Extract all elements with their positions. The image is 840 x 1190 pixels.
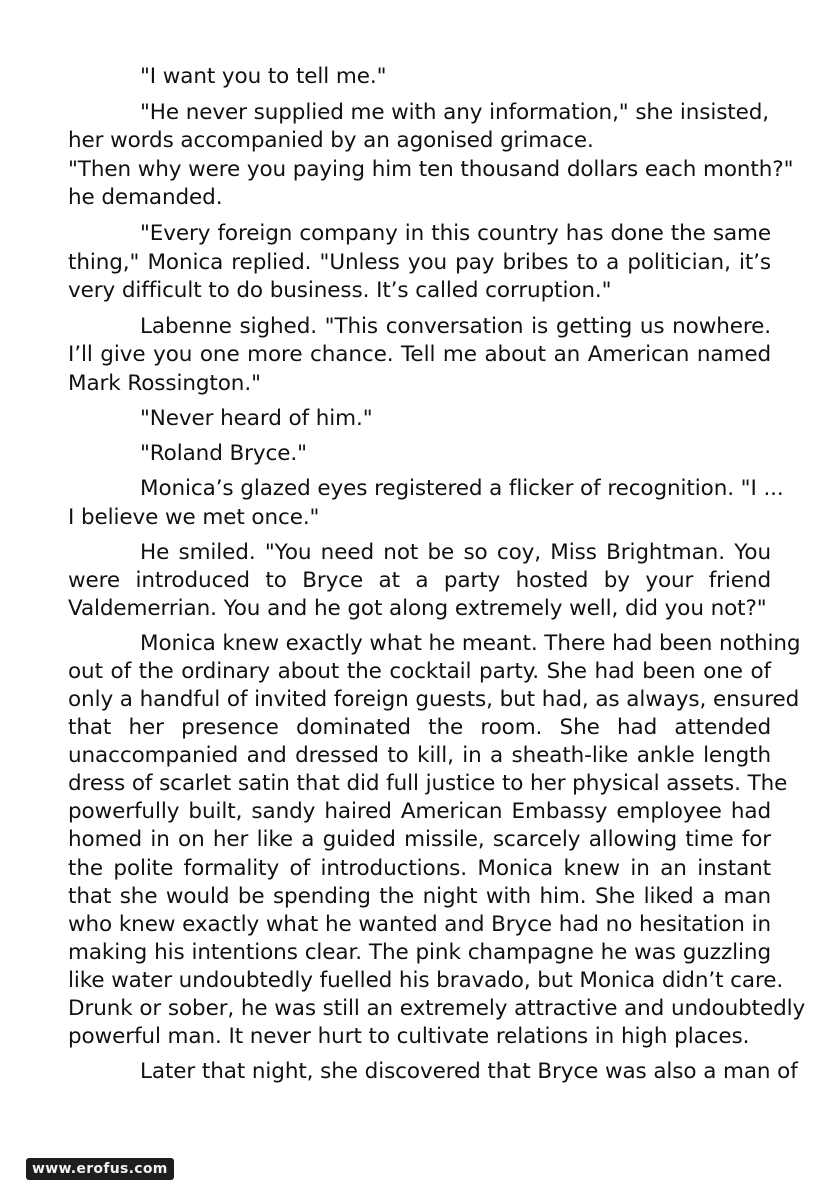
text-line: her words accompanied by an agonised grimace. (68, 128, 594, 153)
text-line: Labenne sighed. "This conversation is getting us nowhere. (140, 314, 771, 339)
text-line: dress of scarlet satin that did full justice to her physical assets. The (68, 771, 788, 796)
text-line: were introduced to Bryce at a party hosted by your friend (68, 568, 771, 593)
text-line: "Every foreign company in this country has done the same (140, 221, 771, 246)
text-line: Valdemerrian. You and he got along extremely well, did you not?" (68, 596, 767, 621)
text-line: powerfully built, sandy haired American Embassy employee had (68, 799, 771, 824)
text-line: only a handful of invited foreign guests, but had, as always, ensured (68, 687, 800, 712)
text-line: "Then why were you paying him ten thousand dollars each month?" (68, 157, 794, 182)
text-line: "He never supplied me with any information," she insisted, (140, 100, 770, 125)
text-line: that she would be spending the night with him. She liked a man (68, 884, 771, 909)
text-line: he demanded. (68, 185, 223, 210)
text-line: I believe we met once." (68, 505, 320, 530)
text-line: making his intentions clear. The pink champagne he was guzzling (68, 940, 771, 965)
text-line: homed in on her like a guided missile, scarcely allowing time for (68, 827, 771, 852)
text-line: very difficult to do business. It’s called corruption." (68, 278, 612, 303)
text-line: Mark Rossington." (68, 371, 261, 396)
text-line: Later that night, she discovered that Bryce was also a man of (140, 1059, 798, 1084)
text-line: He smiled. "You need not be so coy, Miss Brightman. You (140, 540, 771, 565)
text-line: powerful man. It never hurt to cultivate relations in high places. (68, 1024, 750, 1049)
text-line: that her presence dominated the room. She had attended (68, 715, 771, 740)
text-line: unaccompanied and dressed to kill, in a sheath-like ankle length (68, 743, 771, 768)
text-line: Monica knew exactly what he meant. There had been nothing (140, 631, 801, 656)
text-line: Monica’s glazed eyes registered a flicker of recognition. "I ... (140, 476, 784, 501)
text-line: Drunk or sober, he was still an extremely attractive and undoubtedly (68, 996, 806, 1021)
text-line: who knew exactly what he wanted and Bryce had no hesitation in (68, 912, 771, 937)
text-line: like water undoubtedly fuelled his bravado, but Monica didn’t care. (68, 968, 784, 993)
text-line: the polite formality of introductions. Monica knew in an instant (68, 856, 771, 881)
text-line: I’ll give you one more chance. Tell me about an American named (68, 342, 771, 367)
watermark: www.erofus.com (26, 1158, 174, 1180)
text-line: "Roland Bryce." (140, 441, 307, 466)
text-line: out of the ordinary about the cocktail party. She had been one of (68, 659, 771, 684)
text-line: "I want you to tell me." (140, 64, 387, 89)
text-line: "Never heard of him." (140, 406, 373, 431)
text-line: thing," Monica replied. "Unless you pay bribes to a politician, it’s (68, 250, 771, 275)
